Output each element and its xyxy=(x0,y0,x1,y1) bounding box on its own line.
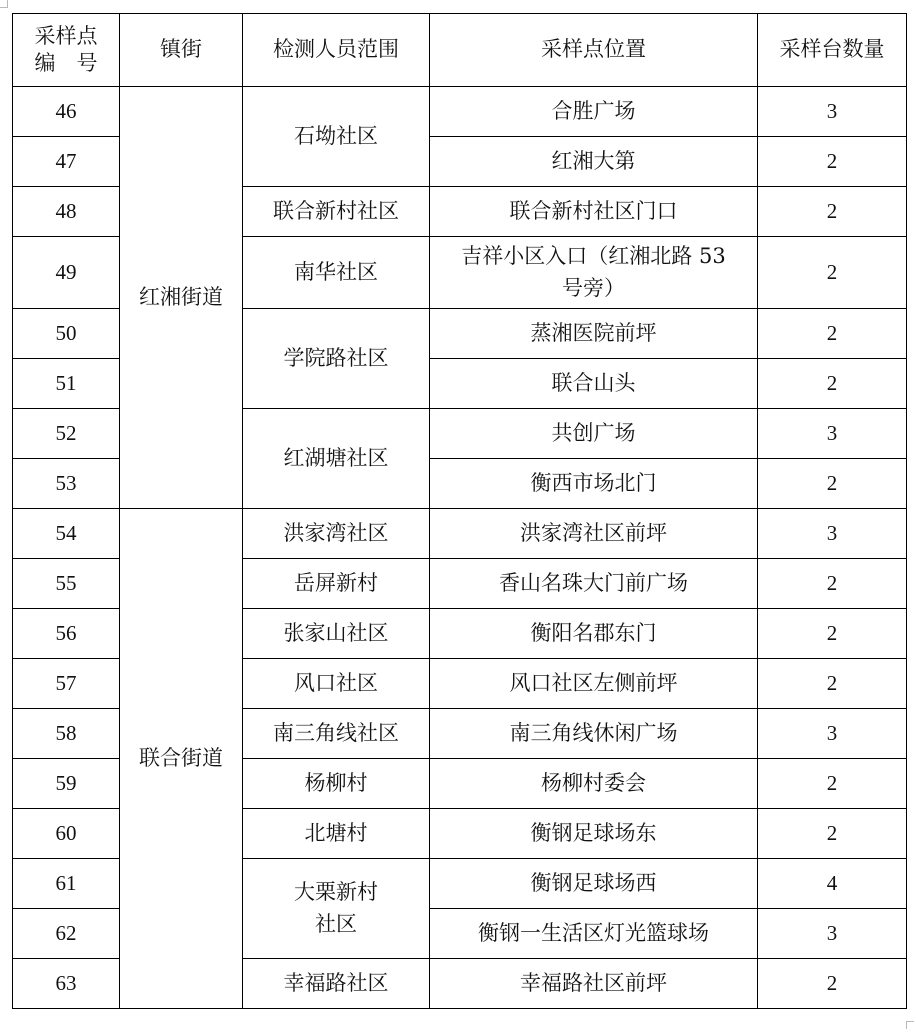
row-count: 2 xyxy=(758,309,907,359)
row-location: 合胜广场 xyxy=(430,87,758,137)
table-row xyxy=(13,509,907,559)
row-location: 杨柳村委会 xyxy=(430,759,758,809)
row-count: 2 xyxy=(758,187,907,237)
row-count: 2 xyxy=(758,609,907,659)
row-code: 62 xyxy=(13,909,120,959)
row-code: 51 xyxy=(13,359,120,409)
row-location: 衡钢足球场东 xyxy=(430,809,758,859)
scope-cell: 大栗新村 社区 xyxy=(243,859,430,959)
row-code: 55 xyxy=(13,559,120,609)
header-code-line2: 编 号 xyxy=(34,51,98,75)
row-location: 衡西市场北门 xyxy=(430,459,758,509)
row-location: 幸福路社区前坪 xyxy=(430,959,758,1009)
scope-cell: 红湖塘社区 xyxy=(243,409,430,509)
scope-cell: 联合新村社区 xyxy=(243,187,430,237)
scope-cell: 学院路社区 xyxy=(243,309,430,409)
row-code: 57 xyxy=(13,659,120,709)
row-code: 47 xyxy=(13,137,120,187)
row-code: 63 xyxy=(13,959,120,1009)
row-code: 61 xyxy=(13,859,120,909)
town-cell: 红湘街道 xyxy=(120,87,243,509)
row-location: 联合新村社区门口 xyxy=(430,187,758,237)
row-location: 联合山头 xyxy=(430,359,758,409)
row-count: 3 xyxy=(758,87,907,137)
scope-cell: 岳屏新村 xyxy=(243,559,430,609)
row-count: 2 xyxy=(758,759,907,809)
row-count: 2 xyxy=(758,959,907,1009)
sampling-points-table xyxy=(12,13,907,1009)
row-location: 衡阳名郡东门 xyxy=(430,609,758,659)
row-code: 59 xyxy=(13,759,120,809)
scope-cell: 北塘村 xyxy=(243,809,430,859)
row-count: 4 xyxy=(758,859,907,909)
row-count: 2 xyxy=(758,659,907,709)
row-location: 蒸湘医院前坪 xyxy=(430,309,758,359)
crop-mark-top-left xyxy=(0,0,8,8)
row-code: 58 xyxy=(13,709,120,759)
scope-cell: 南三角线社区 xyxy=(243,709,430,759)
row-code: 46 xyxy=(13,87,120,137)
scope-cell: 石坳社区 xyxy=(243,87,430,187)
header-town: 镇街 xyxy=(120,14,243,87)
row-location: 衡钢一生活区灯光篮球场 xyxy=(430,909,758,959)
row-count: 3 xyxy=(758,909,907,959)
row-count: 2 xyxy=(758,137,907,187)
scope-cell: 南华社区 xyxy=(243,237,430,309)
scope-cell: 张家山社区 xyxy=(243,609,430,659)
row-code: 49 xyxy=(13,237,120,309)
town-cell: 联合街道 xyxy=(120,509,243,1009)
header-row xyxy=(13,14,907,87)
header-scope: 检测人员范围 xyxy=(243,14,430,87)
crop-mark-bottom-right xyxy=(906,1021,914,1029)
row-code: 54 xyxy=(13,509,120,559)
header-code-line1: 采样点 xyxy=(34,23,98,48)
row-code: 52 xyxy=(13,409,120,459)
row-location: 衡钢足球场西 xyxy=(430,859,758,909)
scope-cell: 洪家湾社区 xyxy=(243,509,430,559)
row-code: 48 xyxy=(13,187,120,237)
row-count: 2 xyxy=(758,359,907,409)
row-location: 风口社区左侧前坪 xyxy=(430,659,758,709)
row-count: 2 xyxy=(758,459,907,509)
header-location: 采样点位置 xyxy=(430,14,758,87)
row-location: 共创广场 xyxy=(430,409,758,459)
scope-cell: 杨柳村 xyxy=(243,759,430,809)
row-location: 红湘大第 xyxy=(430,137,758,187)
row-code: 53 xyxy=(13,459,120,509)
header-code xyxy=(13,14,120,87)
table-row xyxy=(13,87,907,137)
row-code: 50 xyxy=(13,309,120,359)
row-location: 南三角线休闲广场 xyxy=(430,709,758,759)
row-count: 2 xyxy=(758,559,907,609)
row-count: 3 xyxy=(758,709,907,759)
row-count: 3 xyxy=(758,509,907,559)
scope-cell: 风口社区 xyxy=(243,659,430,709)
header-count: 采样台数量 xyxy=(758,14,907,87)
row-location: 洪家湾社区前坪 xyxy=(430,509,758,559)
row-count: 3 xyxy=(758,409,907,459)
row-location: 香山名珠大门前广场 xyxy=(430,559,758,609)
row-code: 60 xyxy=(13,809,120,859)
scope-cell: 幸福路社区 xyxy=(243,959,430,1009)
row-location: 吉祥小区入口（红湘北路 53 号旁） xyxy=(430,237,758,309)
row-count: 2 xyxy=(758,237,907,309)
row-code: 56 xyxy=(13,609,120,659)
row-count: 2 xyxy=(758,809,907,859)
